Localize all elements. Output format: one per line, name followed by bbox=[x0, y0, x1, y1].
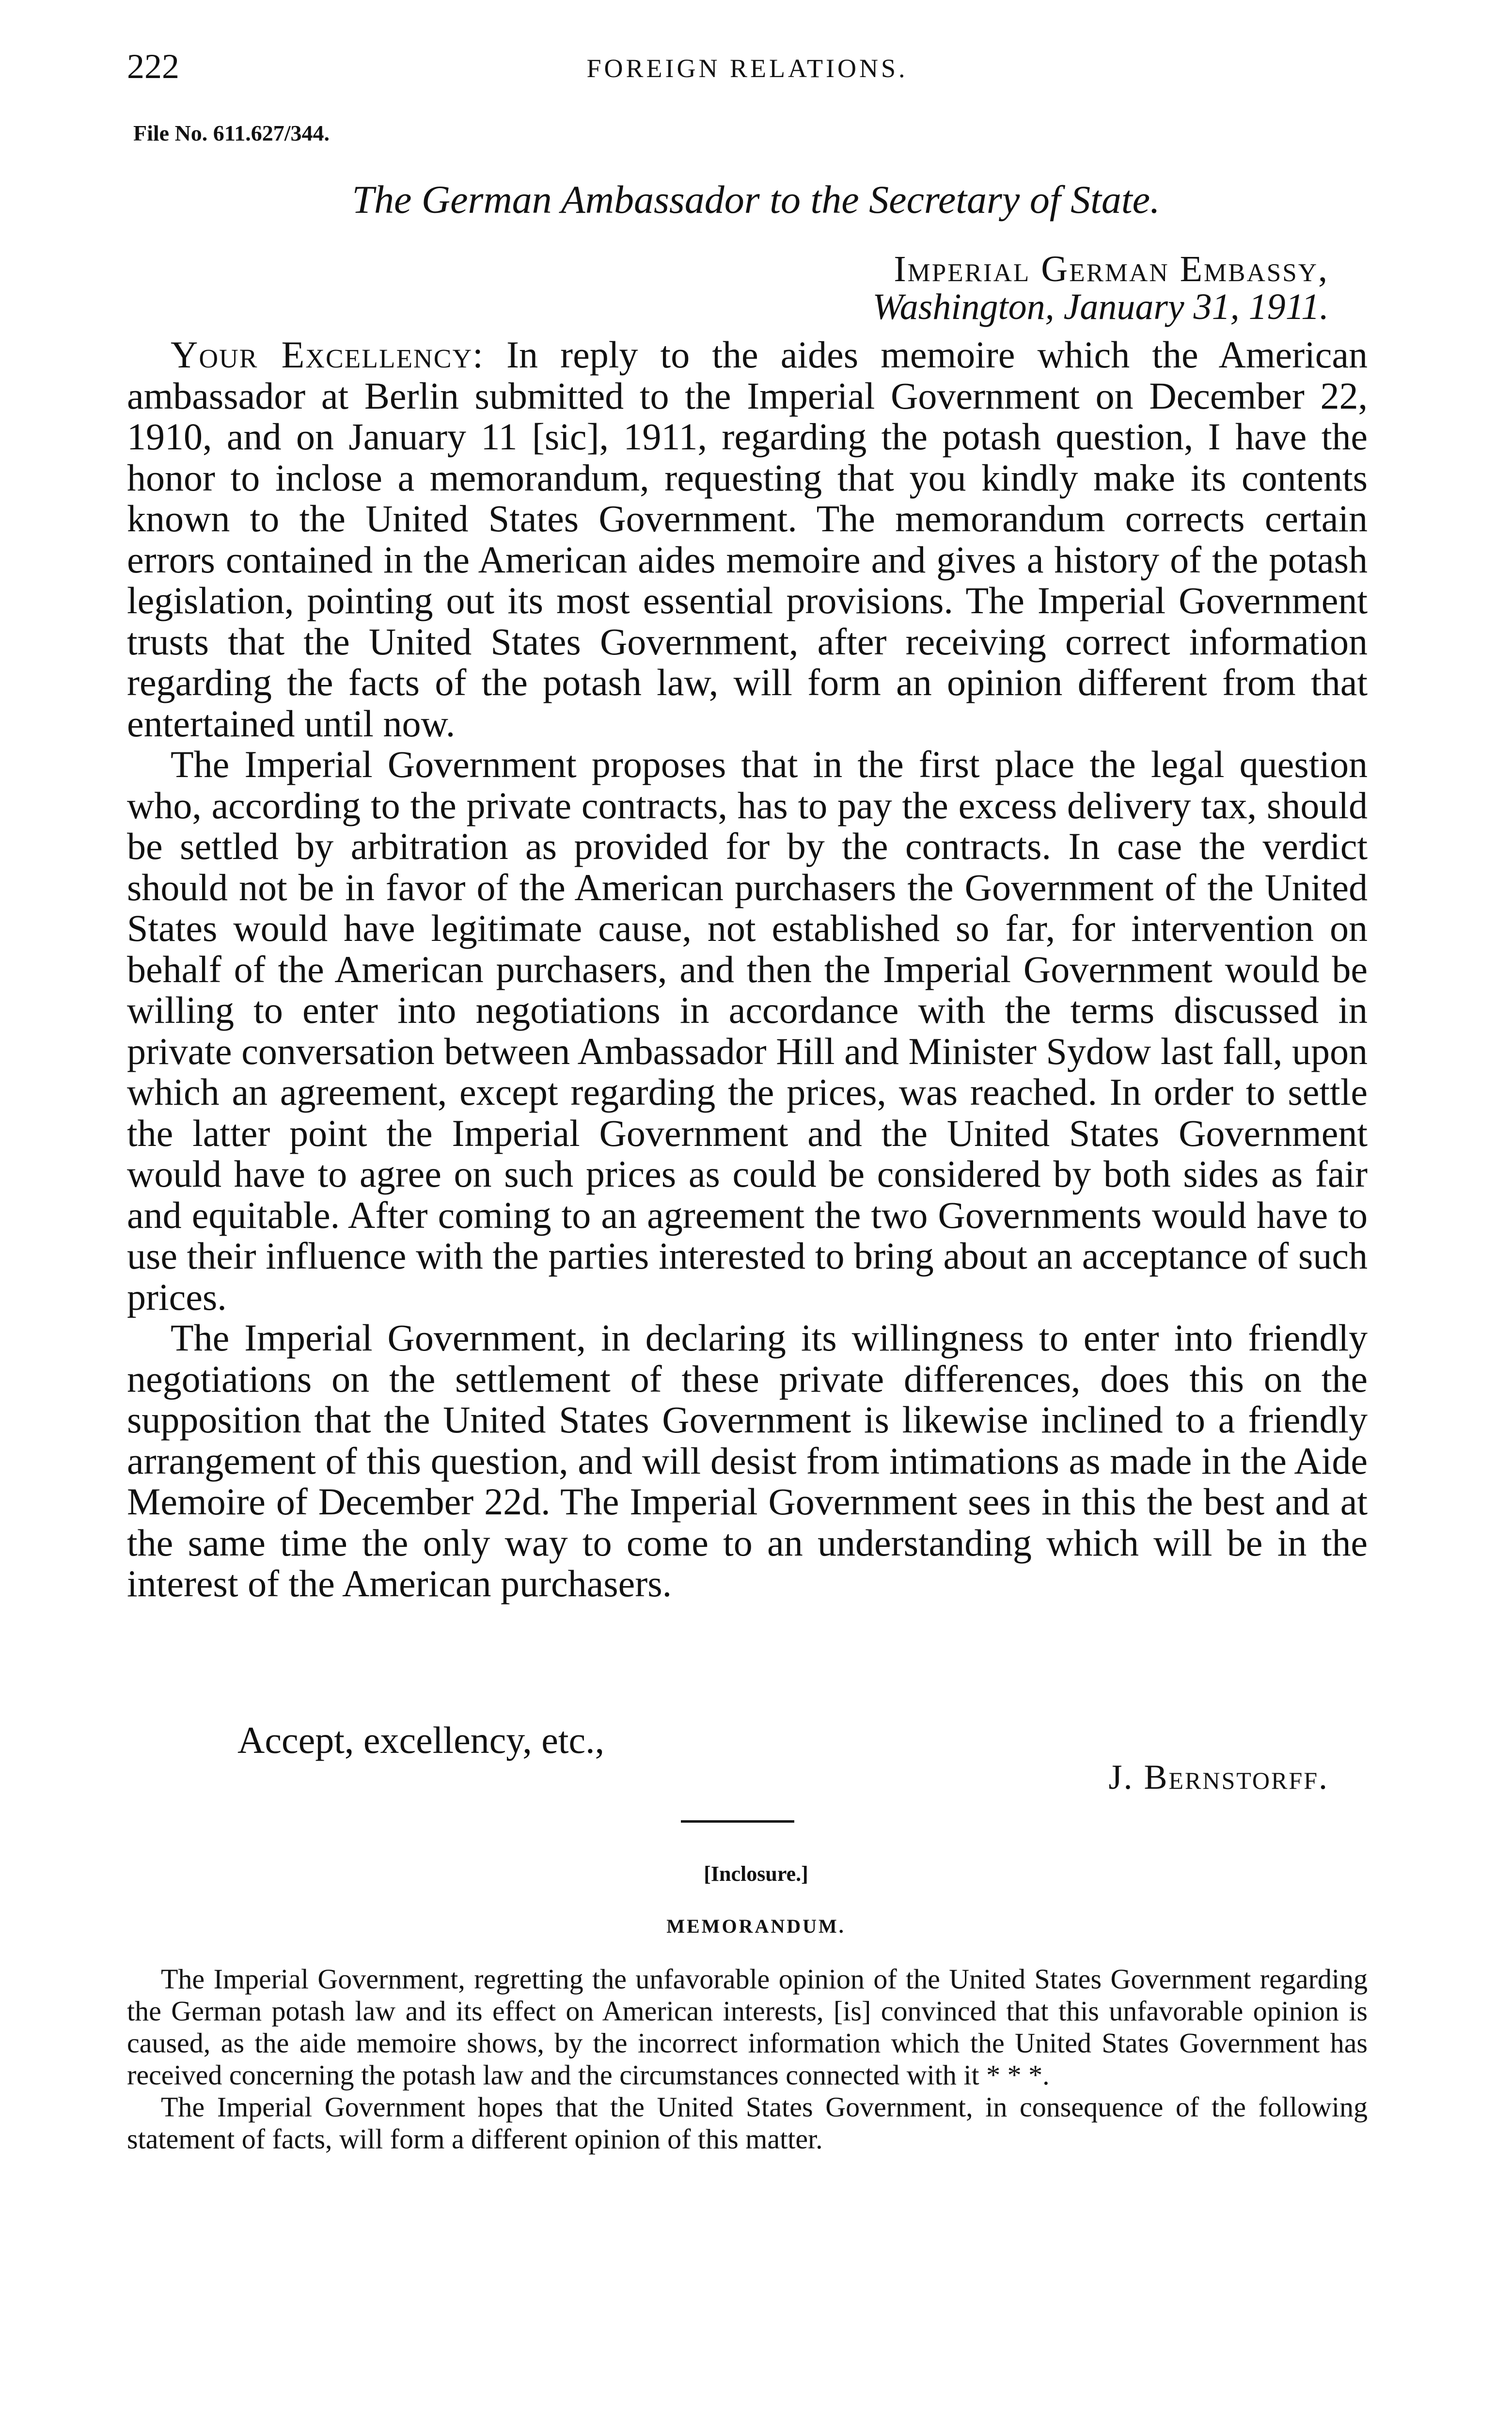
section-divider bbox=[681, 1820, 794, 1823]
letter-body bbox=[127, 334, 1368, 1605]
letter-closing: Accept, excellency, etc., bbox=[237, 1719, 605, 1761]
signature: J. Bernstorff. bbox=[1108, 1758, 1329, 1796]
memorandum-heading: MEMORANDUM. bbox=[666, 1915, 846, 1937]
memorandum-paragraph-2: The Imperial Government hopes that the United States Government, in consequence of the following statement of facts, will form a different opinion of this matter. bbox=[127, 2091, 1368, 2155]
letter-paragraph-1 bbox=[127, 334, 1368, 744]
letter-paragraph-3: The Imperial Government, in declaring its willingness to enter into friendly negotiations on the settlement of these private differences, does this on the supposition that the United States Government is likewise inclined to a friendly arrangement of this question, and will desist from intimations as made in the Aide Memoire of December 22d. The Imperial Government sees in this the best and at the same time the only way to come to an understanding which will be in the interest of the American purchasers. bbox=[127, 1317, 1368, 1605]
inclosure-label: [Inclosure.] bbox=[704, 1862, 808, 1886]
page-header bbox=[127, 47, 1368, 100]
letter-paragraph-1-text: In reply to the aides memoire which the American ambassador at Berlin submitted to the Imperial Government on December 22, 1910, and on January 11 [sic], 1911, regarding the potash question, I have the honor to inclose a memorandum, requesting that you kindly make its contents known to the United States Government. The memorandum corrects certain errors contained in the American aides memoire and gives a history of the potash legislation, pointing out its most essential provisions. The Imperial Government trusts that the United States Government, after receiving correct information regarding the facts of the potash law, will form an opinion different from that entertained until now. bbox=[127, 334, 1368, 745]
place-and-date: Washington, January 31, 1911. bbox=[872, 286, 1329, 327]
page-number: 222 bbox=[127, 47, 179, 86]
document-title: The German Ambassador to the Secretary of State. bbox=[352, 177, 1160, 222]
running-head: FOREIGN RELATIONS. bbox=[586, 54, 908, 83]
memorandum-body bbox=[127, 1963, 1368, 2155]
salutation: Your Excellency: bbox=[171, 334, 484, 376]
sender-organization: Imperial German Embassy, bbox=[894, 249, 1329, 289]
file-number: File No. 611.627/344. bbox=[133, 121, 330, 145]
letter-paragraph-2: The Imperial Government proposes that in the first place the legal question who, according to the private contracts, has to pay the excess delivery tax, should be settled by arbitration as provided for by the contracts. In case the verdict should not be in favor of the American purchasers the Government of the United States would have legitimate cause, not established so far, for intervention on behalf of the American purchasers, and then the Imperial Government would be willing to enter into negotiations in accordance with the terms discussed in private conversation between Ambassador Hill and Minister Sydow last fall, upon which an agreement, except regarding the prices, was reached. In order to settle the latter point the Imperial Government and the United States Government would have to agree on such prices as could be considered by both sides as fair and equitable. After coming to an agreement the two Governments would have to use their influence with the parties interested to bring about an acceptance of such prices. bbox=[127, 743, 1368, 1318]
memorandum-paragraph-1: The Imperial Government, regretting the unfavorable opinion of the United States Government regarding the German potash law and its effect on American interests, [is] convinced that this unfavorable opinion is caused, as the aide memoire shows, by the incorrect information which the United States Government has received concerning the potash law and the circumstances connected with it * * *. bbox=[127, 1963, 1368, 2091]
